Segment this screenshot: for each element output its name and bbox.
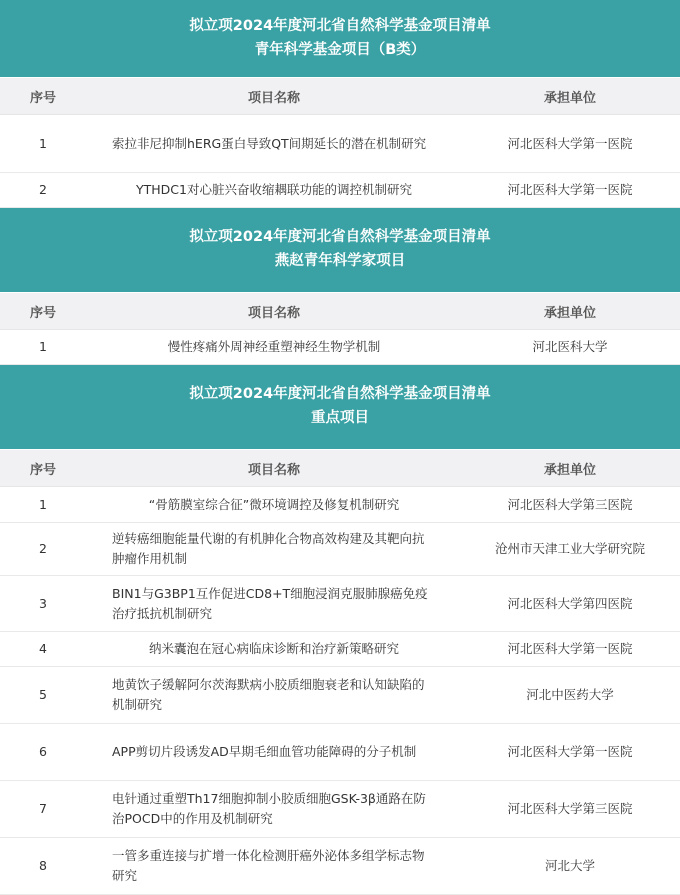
section-title: 拟立项2024年度河北省自然科学基金项目清单 <box>189 18 491 34</box>
row-unit: 河北医科大学第一医院 <box>507 135 633 151</box>
row-unit: 河北医科大学第四医院 <box>507 595 633 611</box>
row-no: 4 <box>39 641 47 656</box>
table-row <box>0 330 680 365</box>
column-header-no: 序号 <box>29 90 56 106</box>
column-header-name: 项目名称 <box>247 462 300 478</box>
table-row <box>0 724 680 781</box>
section-youth-b <box>0 0 680 208</box>
row-project-name: 一管多重连接与扩增一体化检测肝癌外泌体多组学标志物研究 <box>112 848 425 883</box>
section-subtitle: 燕赵青年科学家项目 <box>274 253 406 269</box>
column-header-row <box>0 450 680 487</box>
row-unit: 河北医科大学第一医院 <box>507 744 633 759</box>
row-unit: 河北医科大学第一医院 <box>507 182 633 197</box>
row-no: 1 <box>39 339 47 354</box>
table-row <box>0 487 680 523</box>
column-header-name: 项目名称 <box>247 305 300 321</box>
table-row <box>0 523 680 576</box>
section-title: 拟立项2024年度河北省自然科学基金项目清单 <box>189 229 491 245</box>
table-row <box>0 632 680 667</box>
column-header-no: 序号 <box>29 462 56 478</box>
section-header <box>0 208 680 293</box>
table-row <box>0 115 680 173</box>
row-project-name: BIN1与G3BP1互作促进CD8+T细胞浸润克服肺腺癌免疫治疗抵抗机制研究 <box>112 585 428 621</box>
table-row <box>0 576 680 632</box>
table-row <box>0 667 680 724</box>
section-key-projects <box>0 365 680 895</box>
section-header <box>0 365 680 450</box>
column-header-unit: 承担单位 <box>543 462 596 478</box>
row-no: 1 <box>39 135 47 151</box>
section-yanzhao-youth <box>0 208 680 365</box>
row-project-name: “骨筋膜室综合征”微环境调控及修复机制研究 <box>148 496 400 512</box>
row-unit: 河北大学 <box>544 858 595 873</box>
row-unit: 河北医科大学 <box>532 339 608 354</box>
row-project-name: APP剪切片段诱发AD早期毛细血管功能障碍的分子机制 <box>112 744 417 759</box>
row-no: 2 <box>39 182 47 197</box>
row-unit: 沧州市天津工业大学研究院 <box>494 541 645 556</box>
section-subtitle: 青年科学基金项目（B类） <box>254 42 426 58</box>
row-project-name: YTHDC1对心脏兴奋收缩耦联功能的调控机制研究 <box>136 182 412 197</box>
row-unit: 河北医科大学第一医院 <box>507 641 633 656</box>
row-project-name: 电针通过重塑Th17细胞抑制小胶质细胞GSK-3β通路在防治POCD中的作用及机制研究 <box>112 791 426 826</box>
row-project-name: 地黄饮子缓解阿尔茨海默病小胶质细胞衰老和认知缺陷的机制研究 <box>112 677 425 712</box>
row-unit: 河北中医药大学 <box>526 687 614 702</box>
row-no: 7 <box>39 801 47 816</box>
row-no: 2 <box>39 541 47 556</box>
row-no: 3 <box>39 595 47 611</box>
row-no: 8 <box>39 858 47 873</box>
column-header-unit: 承担单位 <box>543 90 596 106</box>
section-header <box>0 0 680 78</box>
row-unit: 河北医科大学第三医院 <box>507 801 633 816</box>
column-header-name: 项目名称 <box>247 90 300 106</box>
row-no: 5 <box>39 687 47 702</box>
row-no: 6 <box>39 744 47 759</box>
table-row <box>0 781 680 838</box>
row-project-name: 慢性疼痛外周神经重塑神经生物学机制 <box>167 339 381 354</box>
table-row <box>0 838 680 895</box>
row-no: 1 <box>39 496 47 512</box>
row-project-name: 纳米囊泡在冠心病临床诊断和治疗新策略研究 <box>148 641 399 656</box>
table-row <box>0 173 680 208</box>
column-header-row <box>0 78 680 115</box>
row-project-name: 索拉非尼抑制hERG蛋白导致QT间期延长的潜在机制研究 <box>112 135 427 151</box>
section-title: 拟立项2024年度河北省自然科学基金项目清单 <box>189 386 491 402</box>
row-unit: 河北医科大学第三医院 <box>507 496 633 512</box>
column-header-no: 序号 <box>29 305 56 321</box>
column-header-row <box>0 293 680 330</box>
row-project-name: 逆转癌细胞能量代谢的有机胂化合物高效构建及其靶向抗肿瘤作用机制 <box>112 531 425 566</box>
section-subtitle: 重点项目 <box>311 410 369 426</box>
column-header-unit: 承担单位 <box>543 305 596 321</box>
